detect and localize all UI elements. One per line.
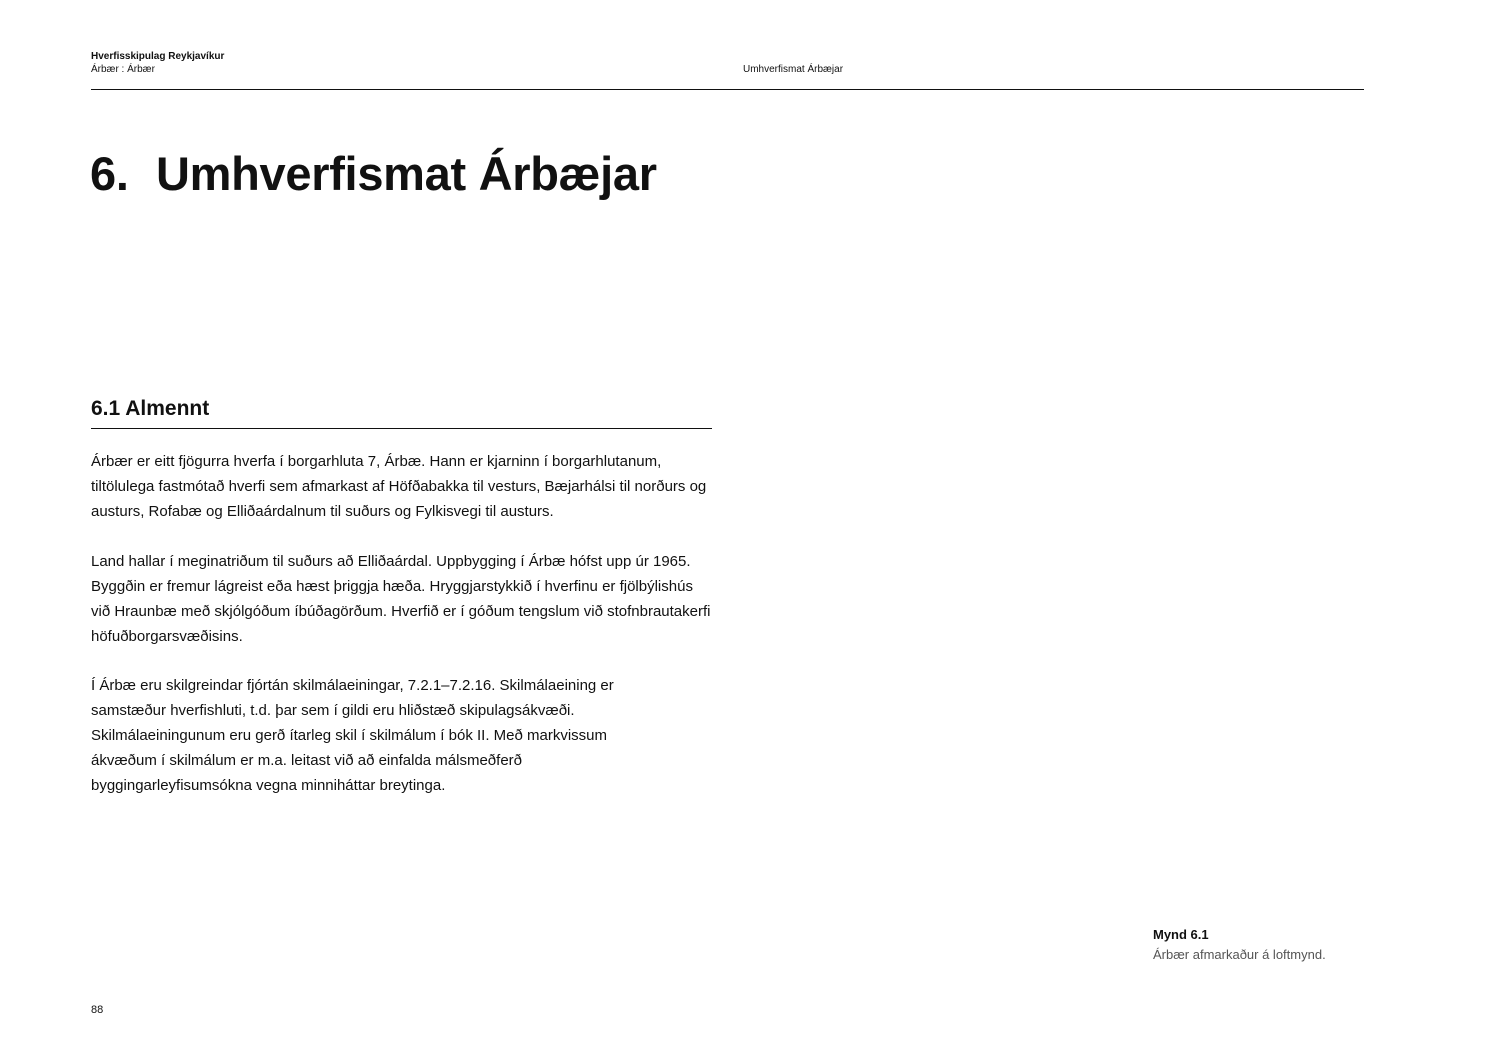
chapter-number: 6.	[90, 147, 129, 200]
district-subtitle: Árbær : Árbær	[91, 64, 155, 75]
page-number: 88	[91, 1004, 104, 1016]
body-paragraph: Land hallar í meginatriðum til suðurs að Elliðaárdal. Uppbygging í Árbæ hófst upp úr 1965. Byggðin er fremur lágreist eða hæst þriggja hæða. Hryggjarstykkið í hverfinu er fjölbýlishús við Hraunbæ með skjólgóðum íbúðagörðum. Hverfið er í góðum tengslum við stofnbrautakerfi höfuðborgarsvæðisins.	[91, 553, 711, 645]
running-chapter-title: Umhverfismat Árbæjar	[743, 64, 844, 75]
chapter-title-text: Umhverfismat Árbæjar	[156, 147, 657, 200]
figure-caption	[1153, 925, 1326, 965]
running-header	[91, 50, 224, 76]
body-paragraph: Árbær er eitt fjögurra hverfa í borgarhluta 7, Árbæ. Hann er kjarninn í borgarhlutanum, tiltölulega fastmótað hverfi sem afmarkast af Höfðabakka til vesturs, Bæjarhálsi til norðurs og austurs, Rofabæ og Elliðaárdalnum til suðurs og Fylkisvegi til austurs.	[91, 453, 707, 520]
body-paragraph: Í Árbæ eru skilgreindar fjórtán skilmálaeiningar, 7.2.1–7.2.16. Skilmálaeining er samstæður hverfishluti, t.d. þar sem í gildi eru hliðstæð skipulagsákvæði. Skilmálaeiningunum eru gerð ítarleg skil í skilmálum í bók II. Með markvissum ákvæðum í skilmálum er m.a. leitast við að einfalda málsmeðferð byggingarleyfisumsókna vegna minniháttar breytinga.	[91, 677, 614, 794]
figure-caption-text: Árbær afmarkaður á loftmynd.	[1153, 947, 1326, 962]
section-almennt	[91, 393, 712, 798]
section-heading: 6.1 Almennt	[91, 393, 712, 429]
figure-label: Mynd 6.1	[1153, 927, 1209, 942]
header-divider	[91, 89, 1364, 90]
chapter-heading	[90, 142, 657, 206]
publication-title: Hverfisskipulag Reykjavíkur	[91, 51, 225, 62]
